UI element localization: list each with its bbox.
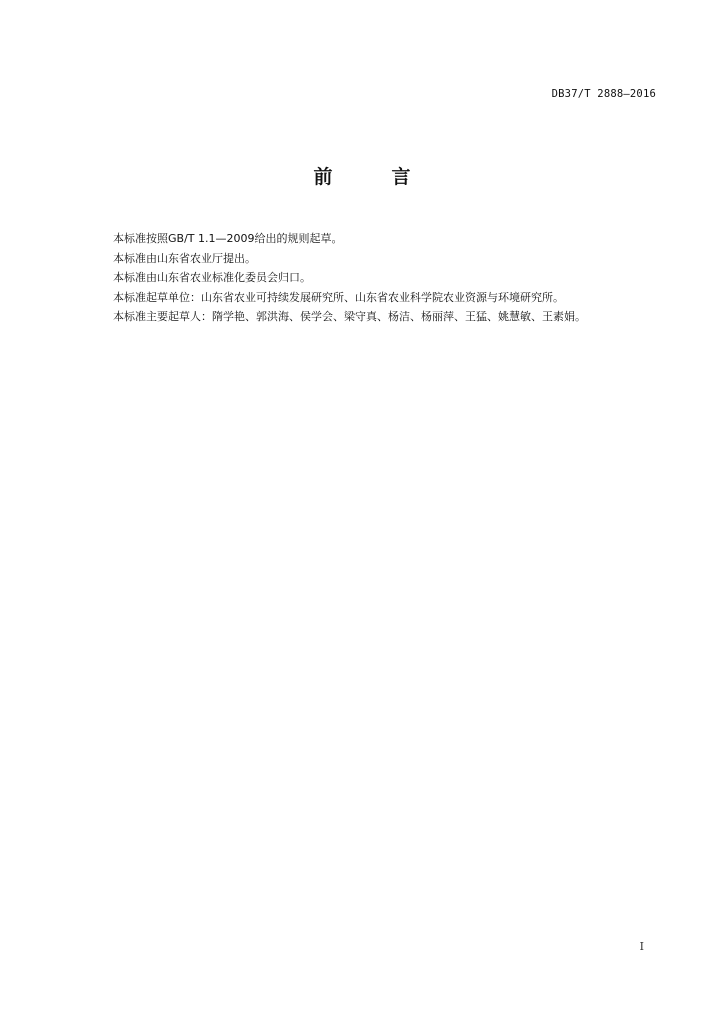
page-number: I [639,940,644,953]
standard-number: DB37/T 2888—2016 [551,88,656,100]
paragraph-drafting-rules: 本标准按照GB/T 1.1—2009给出的规则起草。 [113,232,343,245]
page-title: 前 言 [313,166,431,188]
paragraph-proposer: 本标准由山东省农业厅提出。 [113,251,256,265]
foreword-body [113,229,673,327]
paragraph-drafting-units: 本标准起草单位：山东省农业可持续发展研究所、山东省农业科学院农业资源与环境研究所。 [113,290,564,304]
paragraph-administrator: 本标准由山东省农业标准化委员会归口。 [113,271,311,284]
paragraph-drafters: 本标准主要起草人：隋学艳、郭洪海、侯学会、梁守真、杨洁、杨丽萍、王猛、姚慧敏、王素娟。 [113,310,586,323]
